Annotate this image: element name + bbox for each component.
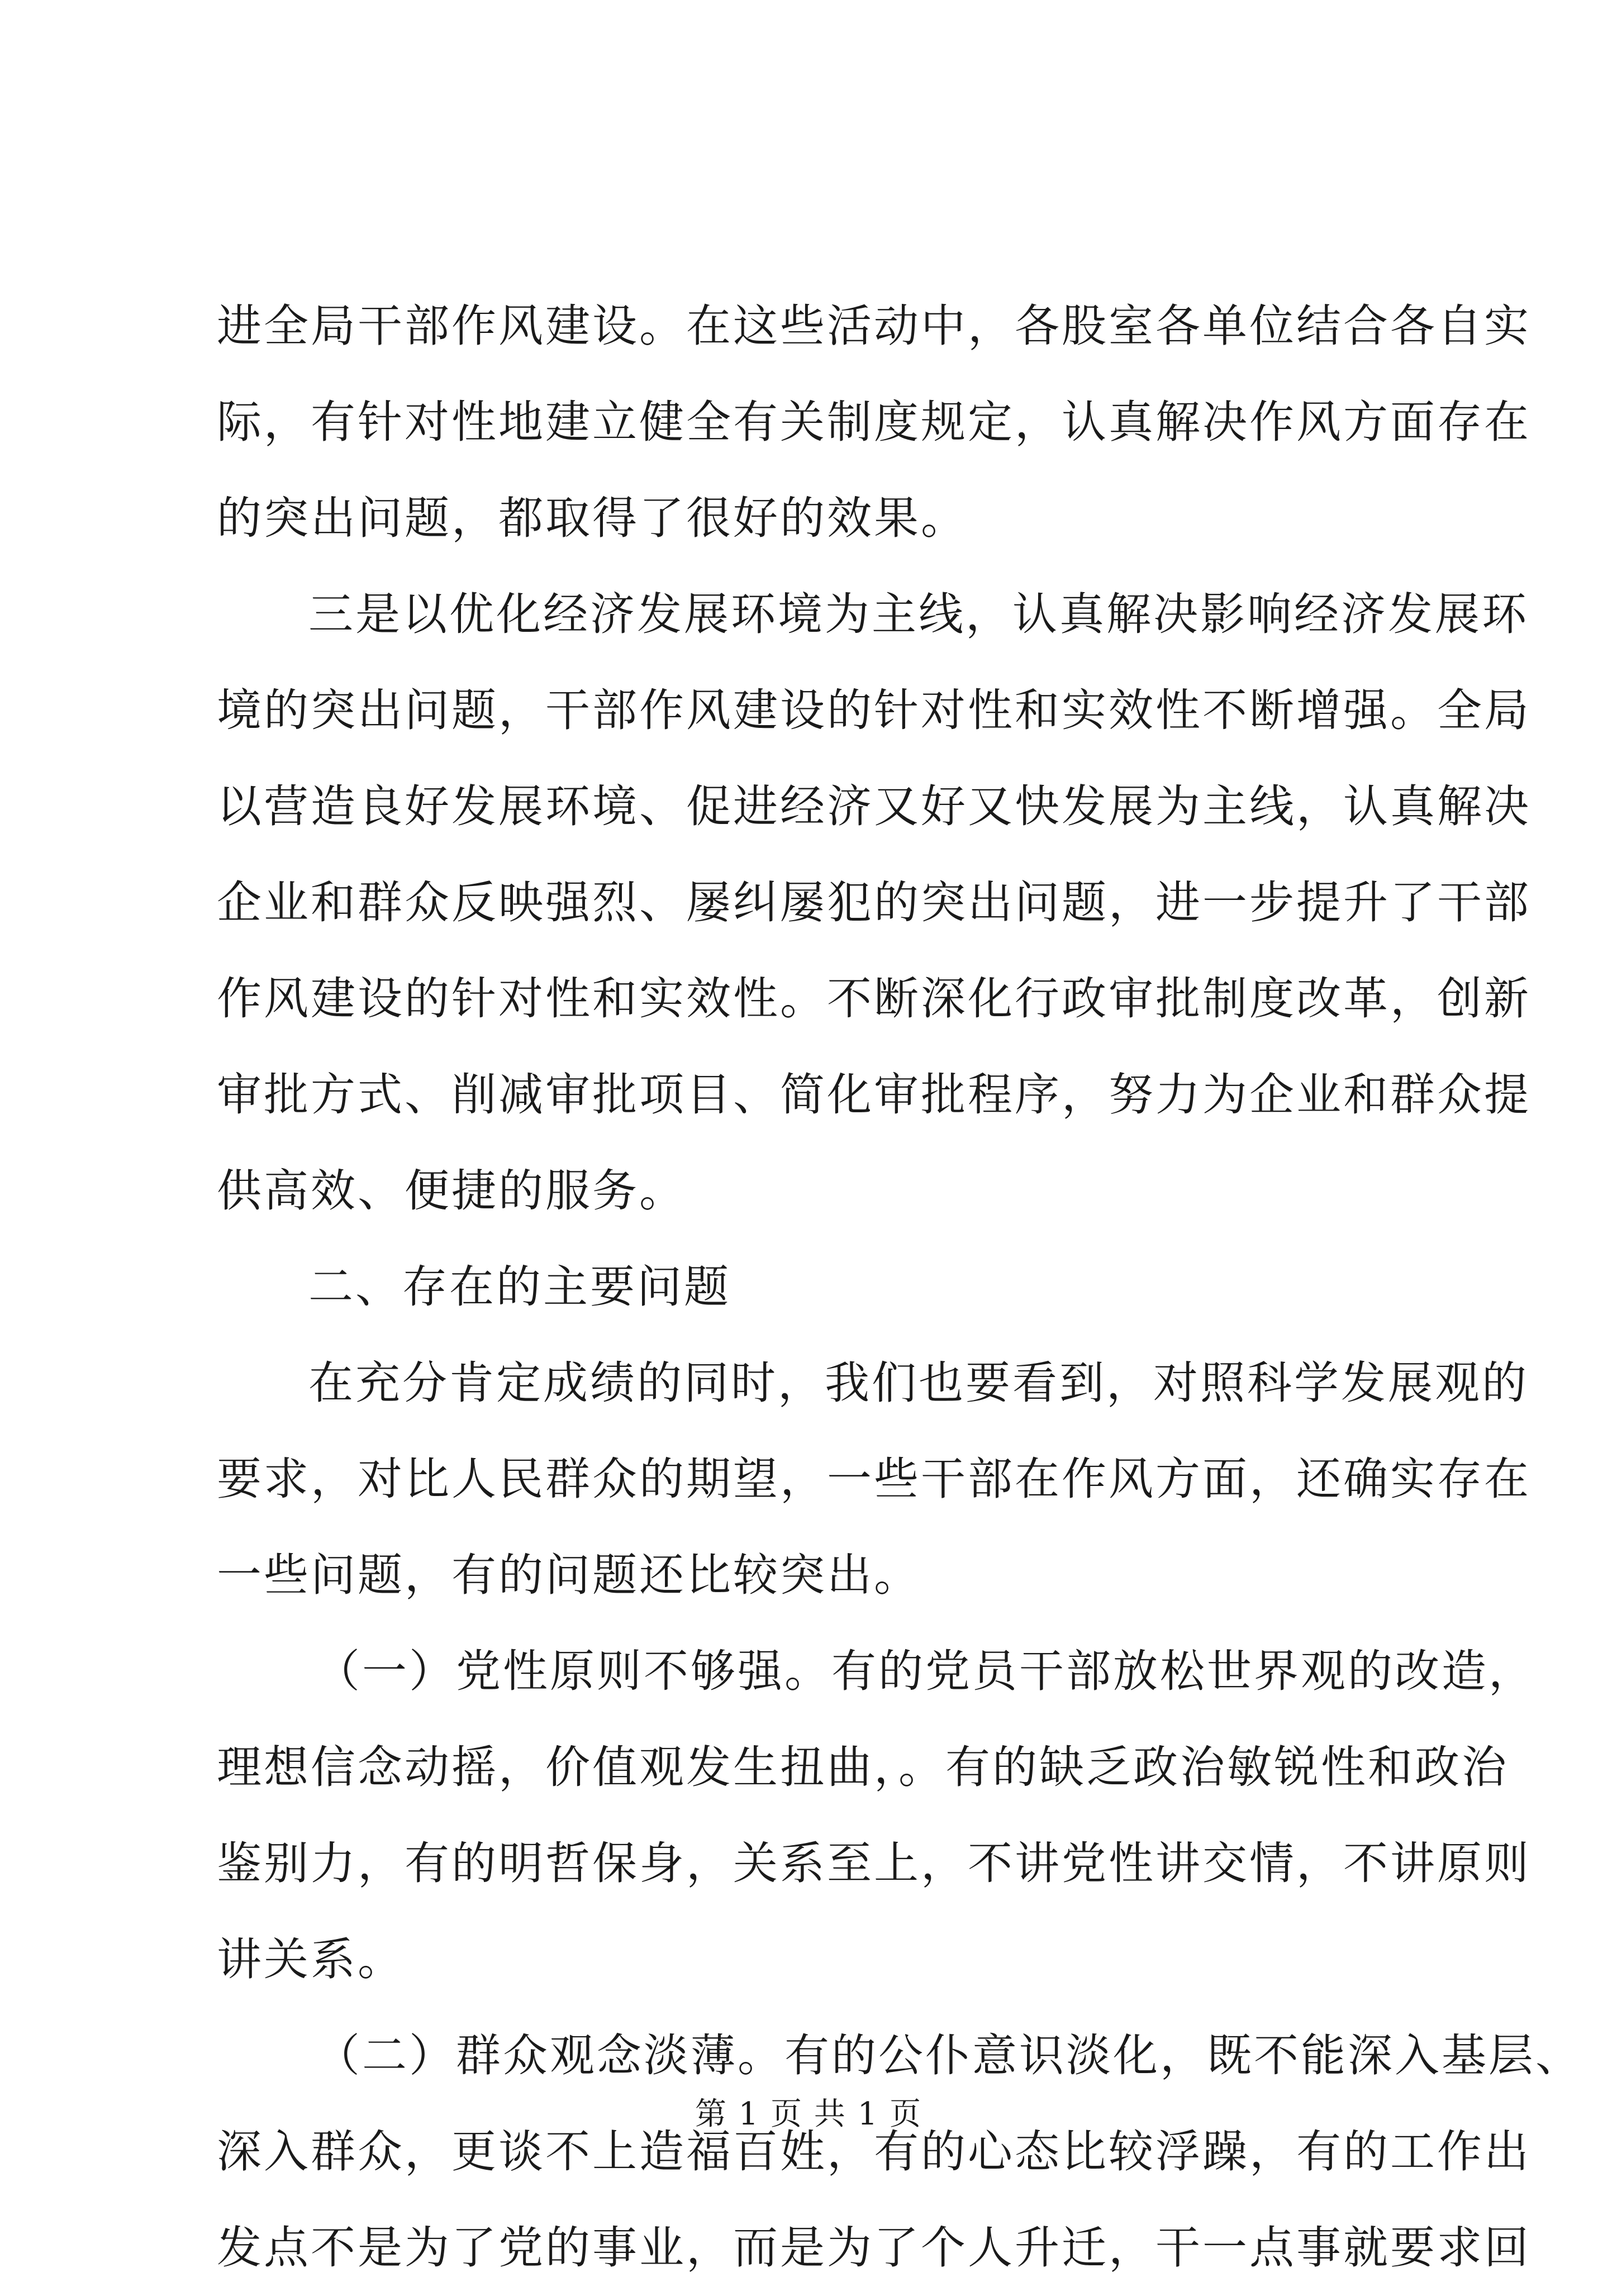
text-line: 进全局干部作风建设。在这些活动中，各股室各单位结合各自实 [217, 300, 1531, 352]
text-line: 鉴别力，有的明哲保身，关系至上，不讲党性讲交情，不讲原则 [217, 1837, 1531, 1889]
text-line: 的突出问题，都取得了很好的效果。 [217, 492, 968, 544]
text-line: 一些问题，有的问题还比较突出。 [217, 1549, 921, 1601]
text-line: （一）党性原则不够强。有的党员干部放松世界观的改造， [315, 1645, 1535, 1697]
text-line: 际，有针对性地建立健全有关制度规定，认真解决作风方面存在 [217, 396, 1531, 448]
text-line: 境的突出问题，干部作风建设的针对性和实效性不断增强。全局 [217, 684, 1531, 736]
text-line: 发点不是为了党的事业，而是为了个人升迁，干一点事就要求回 [217, 2222, 1531, 2274]
document-body [217, 278, 1582, 2296]
text-line: 深入群众，更谈不上造福百姓，有的心态比较浮躁，有的工作出 [217, 2126, 1531, 2178]
text-line: 三是以优化经济发展环境为主线，认真解决影响经济发展环 [308, 588, 1529, 640]
text-line: 企业和群众反映强烈、屡纠屡犯的突出问题，进一步提升了干部 [217, 877, 1531, 928]
text-line: （二）群众观念淡薄。有的公仆意识淡化，既不能深入基层、 [315, 2030, 1582, 2081]
text-line: 作风建设的针对性和实效性。不断深化行政审批制度改革，创新 [217, 973, 1531, 1025]
text-line: 讲关系。 [217, 1933, 405, 1985]
text-line: 要求，对比人民群众的期望，一些干部在作风方面，还确实存在 [217, 1453, 1531, 1505]
page-footer: 第 1 页 共 1 页 [695, 2096, 922, 2132]
text-line: 在充分肯定成绩的同时，我们也要看到，对照科学发展观的 [308, 1357, 1529, 1409]
text-line: 理想信念动摇，价值观发生扭曲，。有的缺乏政治敏锐性和政治 [217, 1741, 1509, 1793]
text-line: 以营造良好发展环境、促进经济又好又快发展为主线，认真解决 [217, 780, 1531, 832]
text-line: 审批方式、削减审批项目、简化审批程序，努力为企业和群众提 [217, 1069, 1531, 1121]
text-line: 二、存在的主要问题 [308, 1261, 731, 1313]
text-line: 供高效、便捷的服务。 [217, 1165, 686, 1217]
